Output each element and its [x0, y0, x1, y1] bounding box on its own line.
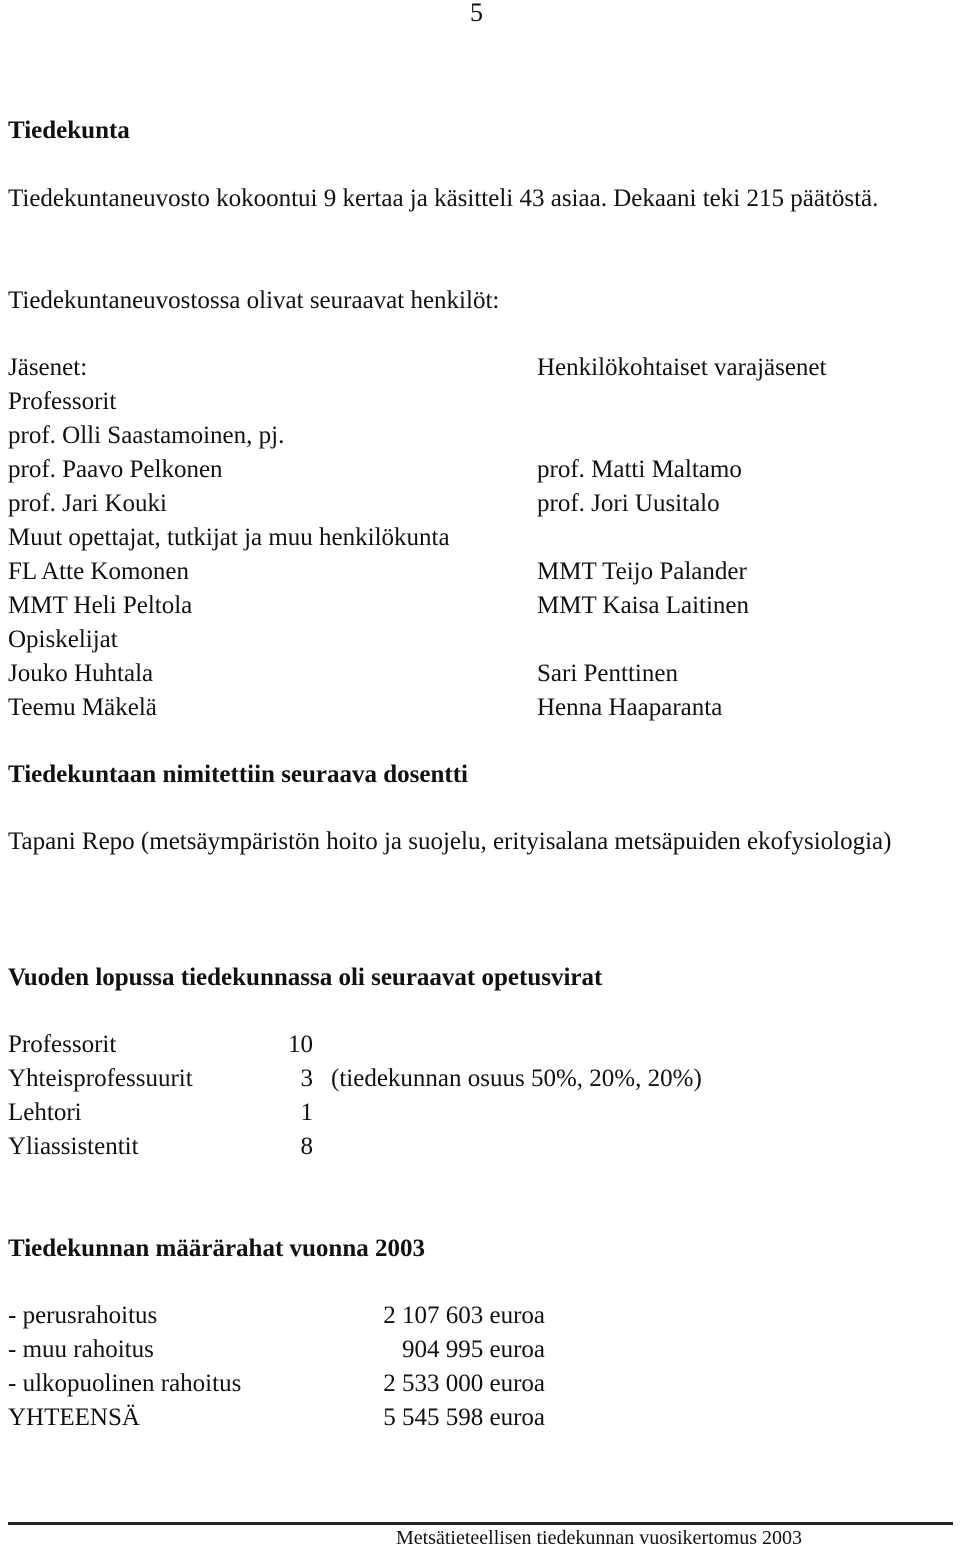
funding-label: - ulkopuolinen rahoitus: [8, 1370, 242, 1397]
member-row: Teemu Mäkelä: [8, 694, 157, 721]
section-heading-positions: Vuoden lopussa tiedekunnassa oli seuraavat opetusvirat: [8, 964, 603, 991]
deputy-row: prof. Matti Maltamo: [537, 456, 742, 483]
member-row: prof. Jari Kouki: [8, 490, 167, 517]
member-row: MMT Heli Peltola: [8, 592, 193, 619]
council-intro: Tiedekuntaneuvostossa olivat seuraavat henkilöt:: [8, 287, 500, 314]
position-label: Lehtori: [8, 1099, 82, 1126]
deputy-row: Henna Haaparanta: [537, 694, 723, 721]
docent-paragraph: Tapani Repo (metsäympäristön hoito ja suojelu, erityisalana metsäpuiden ekofysiologia): [8, 828, 892, 855]
funding-amount: 904 995 euroa: [401, 1336, 545, 1363]
deputy-row: MMT Teijo Palander: [537, 558, 747, 585]
page-footer: Metsätieteellisen tiedekunnan vuosikertomus 2003: [395, 1527, 802, 1549]
member-row: FL Atte Komonen: [8, 558, 190, 585]
page-number: 5: [470, 0, 483, 27]
section-heading-faculty: Tiedekunta: [8, 117, 130, 144]
funding-label: - muu rahoitus: [8, 1336, 154, 1363]
funding-amount: 2 107 603 euroa: [383, 1302, 545, 1329]
funding-amount: 2 533 000 euroa: [383, 1370, 545, 1397]
position-count: 10: [288, 1031, 313, 1058]
funding-label: - perusrahoitus: [8, 1302, 158, 1329]
funding-total-label: YHTEENSÄ: [8, 1404, 140, 1431]
section-heading-funding: Tiedekunnan määrärahat vuonna 2003: [8, 1235, 425, 1262]
position-count: 8: [300, 1133, 313, 1160]
member-row: prof. Olli Saastamoinen, pj.: [8, 422, 285, 449]
position-label: Yliassistentit: [8, 1133, 139, 1160]
deputy-row: prof. Jori Uusitalo: [537, 490, 720, 517]
position-label: Professorit: [8, 1031, 117, 1058]
position-label: Yhteisprofessuurit: [8, 1065, 193, 1092]
member-row: Muut opettajat, tutkijat ja muu henkilökunta: [8, 524, 450, 551]
footer-divider: [8, 1522, 953, 1525]
position-count: 1: [300, 1099, 313, 1126]
member-row: Jouko Huhtala: [8, 660, 154, 687]
deputy-row: Sari Penttinen: [537, 660, 678, 687]
member-row: prof. Paavo Pelkonen: [8, 456, 223, 483]
member-row: Professorit: [8, 388, 117, 415]
position-count: 3: [300, 1065, 313, 1092]
member-row: Opiskelijat: [8, 626, 118, 653]
members-header: Jäsenet:: [8, 354, 88, 381]
funding-total-amount: 5 545 598 euroa: [383, 1404, 545, 1431]
position-note: (tiedekunnan osuus 50%, 20%, 20%): [331, 1065, 702, 1092]
council-meetings-paragraph: Tiedekuntaneuvosto kokoontui 9 kertaa ja käsitteli 43 asiaa. Dekaani teki 215 päätöstä.: [8, 185, 879, 212]
section-heading-docent: Tiedekuntaan nimitettiin seuraava dosentti: [8, 761, 468, 788]
deputies-header: Henkilökohtaiset varajäsenet: [537, 354, 827, 381]
deputy-row: MMT Kaisa Laitinen: [537, 592, 749, 619]
